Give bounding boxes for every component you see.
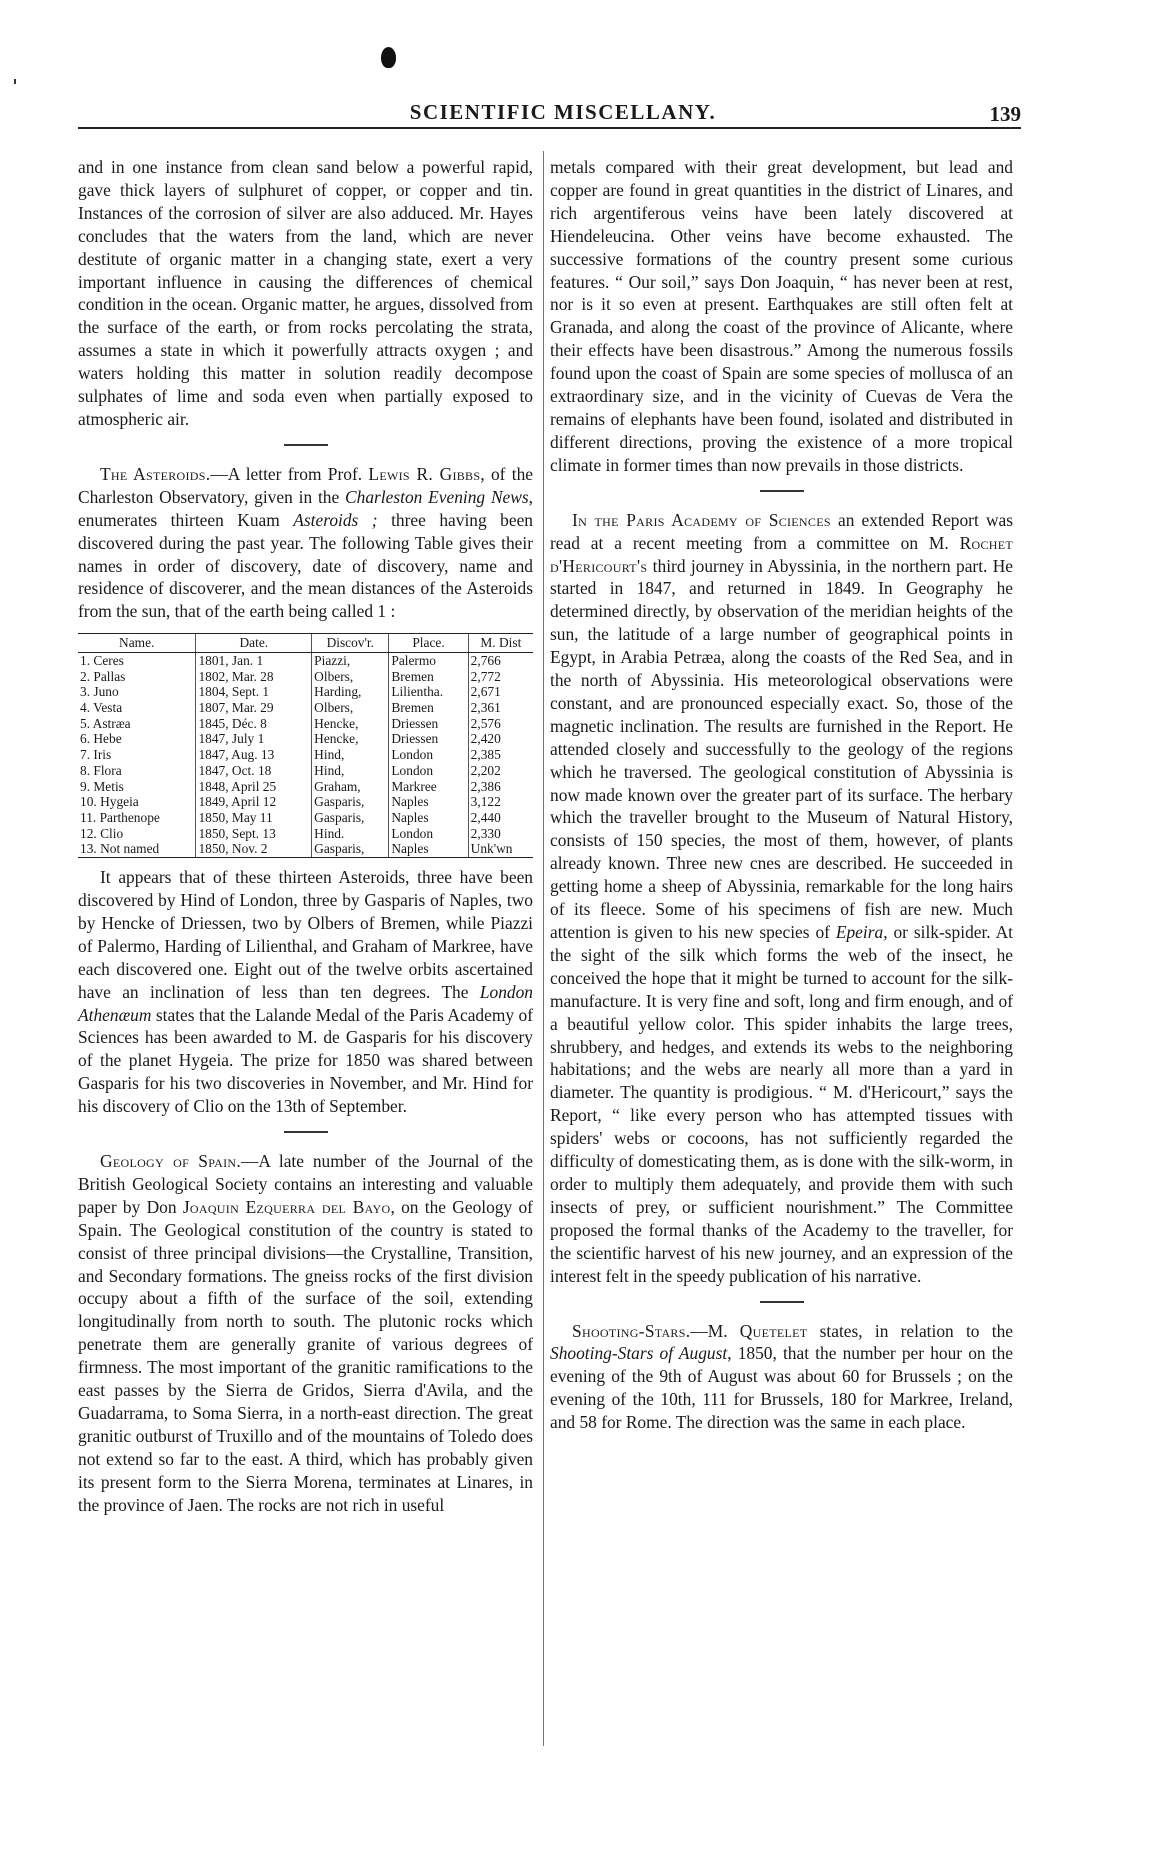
page-number: 139 [989,102,1021,126]
section-divider [284,444,328,446]
text-run: states, in relation to the [807,1320,1013,1341]
cell: Hencke, [312,731,389,747]
asteroids-summary-paragraph [78,866,533,1118]
running-header [78,98,1021,128]
cell: 2,576 [468,716,533,732]
col-header-date: Date. [196,634,312,653]
cell: Bremen [389,700,468,716]
table-row [78,700,533,716]
continued-paragraph: and in one instance from clean sand below a powerful rapid, gave thick layers of sulphuret of copper, or copper and tin. Instances of the corrosion of silver are also adduced. Mr. Hayes concludes that the waters from the land, which are never destitute of organic matter in a changing state, exert a very important influence in causing the differences of chemical condition in the ocean. Organic matter, he argues, dissolved from the surface of the earth, or from rocks percolating the strata, assumes a state in which it powerfully attracts oxygen ; and waters holding this matter in solution readily decompose sulphates of lime and soda even when partially exposed to atmospheric air. [78,157,533,429]
cell: 6. Hebe [80,731,122,747]
cell: 4. Vesta [80,700,123,716]
cell: Unk'wn [468,841,533,857]
cell: 1850, May 11 [196,810,312,826]
geology-heading: Geology of Spain. [100,1151,241,1172]
cell: 1847, Oct. 18 [196,763,312,779]
text-run: In the Paris [572,509,672,530]
cell: 1. Ceres [80,652,124,668]
cell: Lilientha. [389,684,468,700]
continued-paragraph: metals compared with their great development, but lead and copper are found in great quantities in the district of Linares, and rich argentiferous veins have been lately discovered at Hiendeleucina. Other veins have become exhausted. The successive formations of the country present some curious features. “ Our soil,” says Don Joaquin, “ has never been at rest, nor is it so even at present. Earthquakes are still often felt at Granada, and along the coast of the province of Alicante, where their effects have been disastrous.” Among the numerous fossils found upon the coast of Spain are some species of mollusca of an extraordinary size, and in the vicinity of Cuevas de Vera the remains of elephants have been found, isolated and distributed in different directions, proving the existence of a more tropical climate in former times than now prevails in those districts. [550,157,1013,475]
author-name: Lewis R. Gibbs [368,463,481,484]
col-header-distance: M. Dist [468,634,533,653]
cell: Olbers, [312,700,389,716]
cell: 12. Clio [80,825,124,841]
text-run: states that the Lalande Medal of the Paris Academy of Sciences has been awarded to M. de Gasparis for his discovery of the planet Hygeia. The prize for 1850 was shared between Gasparis for his two discoveries in November, and Mr. Hind for his discovery of Clio on the 13th of September. [78,1004,533,1117]
right-column [550,156,1013,1434]
cell: London [389,747,468,763]
cell: 2. Pallas [80,668,126,684]
ink-blot [381,47,396,68]
text-run: , on the Geology of Spain. The Geological constitution of the country is stated to consist of three principal divisions—the Crystalline, Transition, and Secondary formations. The gneiss rocks of the first division occupy about a fifth of the surface of the soil, extending longitudinally from north to south. The plutonic rocks which penetrate them are generally granite of various degrees of firmness. The most important of the granitic ramifications to the east passes by the Sierra de Gridos, Sierra d'Avila, and the Guadarrama, to Soma Sierra, in a north-east direction. The great granitic outburst of Truxillo and of the mountains of Toledo does not extend so far to the east. A third, which has probably given its present form to the Sierra Morena, terminates at Linares, in the province of Jaen. The rocks are not rich in useful [78,1196,533,1515]
cell: 13. Not named [78,841,196,857]
cell: 1801, Jan. 1 [196,652,312,668]
section-divider [284,1131,328,1133]
cell: Naples [389,810,468,826]
col-header-name: Name. [78,634,196,653]
text-run: an extended Report was read at a recent meeting from a committee on M. [550,509,1013,553]
cell: Gasparis, [312,841,389,857]
cell: 2,440 [468,810,533,826]
article-title: Shooting-Stars of August [550,1343,728,1364]
cell: Hind, [312,763,389,779]
text-run: third journey in Abyssinia, in the northern part. He started in 1847, and returned in 1849. In Geography he determined directly, by observation of the meridian heights of the sun, the latitude of a large number of geographical points in Egypt, in Arabia Petræa, along the coasts of the Red Sea, and in the north of Abyssinia. His meteorological observations were constant, and are pronounced especially exact. So, those of the magnetic inclination. The results are furnished in the Report. He attended closely and successfully to the geology of the regions which he traversed. The geological constitution of Abyssinia is now made known over the greater part of its surface. The herbary which the traveller brought to the Museum of Natural History, consists of 150 species, the most of them, however, of plants already known. Three new cnes are described. He succeeded in getting home a sheep of Abyssinia, remarkable for the long hairs of its fleece. Some of his specimens of fish are new. Much attention is given to his new species of [550,555,1013,942]
cell: Palermo [389,652,468,668]
geology-paragraph [78,1150,533,1517]
text-run: three having been discovered during the past year. The following Table gives their names in order of discovery, date of discovery, name and residence of discoverer, and the mean distances of the Asteroids from the sun, that of the earth being called 1 : [78,509,533,622]
species-name: Epeira [835,922,884,942]
table-row [78,731,533,747]
text-run: , of the Charleston Observatory, given in the [78,463,533,507]
traveller-name: Rochet d'Hericourt's [550,532,1013,576]
table-row [78,763,533,779]
running-title: SCIENTIFIC MISCELLANY. [409,100,717,124]
cell: 10. Hygeia [80,794,139,810]
cell: 1849, April 12 [196,794,312,810]
cell: 2,772 [468,669,533,685]
cell: 1847, July 1 [196,731,312,747]
cell: 1848, April 25 [196,779,312,795]
cell: 5. Astræa [80,715,131,731]
table-row [78,810,533,826]
cell: 2,766 [468,652,533,668]
cell: Piazzi, [312,652,389,668]
cell: Driessen [389,716,468,732]
cell: 9. Metis [80,778,124,794]
table-header-row [78,634,533,653]
cell: Gasparis, [312,794,389,810]
asteroids-heading: The Asteroids. [100,463,211,484]
newspaper-title: Charleston Evening News [345,486,529,507]
shooting-stars-paragraph [550,1320,1013,1435]
institution-name: Academy of Sciences [671,509,831,530]
text-run: , or silk-spider. At the sight of the silk which forms the web of the insect, he conceived the hope that it might be turned to account for the silk-manufacture. It is very fine and soft, long and firm enough, and of a beautiful yellow color. This spider inhabits the large trees, shrubbery, and hedges, and extends its webs to the neighboring habitations; and the webs are nearly all more than a yard in diameter. The quantity is prodigious. “ M. d'Hericourt,” says the Report, “ like every person who has attempted tissues with spiders' webs or cocoons, has not sufficiently regarded the difficulty of domesticating them, as is done with the silk-worm, in order to multiply them adequately, and provide them with such insects of prey, or sufficient nourishment.” The Committee proposed the formal thanks of the Academy to the traveller, for the scientific harvest of his new journey, and an expression of the interest felt in the speedy publication of his narrative. [550,922,1013,1286]
author-name: Joaquin Ezquerra del Bayo [182,1196,391,1217]
academy-paragraph [550,509,1013,1288]
cell: 1847, Aug. 13 [196,747,312,763]
cell: Hind. [312,826,389,842]
text-run: —A letter from Prof. [210,463,369,484]
cell: 2,385 [468,747,533,763]
text-run: , enumerates thirteen Kuam [78,486,533,530]
cell: Driessen [389,731,468,747]
cell: 8. Flora [80,762,122,778]
cell: 3,122 [468,794,533,810]
table-row [78,841,533,857]
table-row [78,826,533,842]
cell: Gasparis, [312,810,389,826]
asteroid-table-wrap [78,633,533,858]
table-row [78,716,533,732]
table-row [78,669,533,685]
cell: Olbers, [312,669,389,685]
table-row [78,794,533,810]
cell: Hencke, [312,716,389,732]
margin-mark [14,79,16,84]
text-run: It appears that of these thirteen Asteroids, three have been discovered by Hind of London, three by Gasparis of Naples, two by Hencke of Driessen, two by Olbers of Bremen, while Piazzi of Palermo, Harding of Lilienthal, and Graham of Markree, have each discovered one. Eight out of the twelve orbits ascertained have an inclination of less than ten degrees. The [78,867,533,1002]
cell: Markree [389,779,468,795]
cell: 11. Parthenope [80,809,160,825]
cell: 1850, Sept. 13 [196,826,312,842]
cell: 1802, Mar. 28 [196,669,312,685]
cell: 1850, Nov. 2 [196,841,312,857]
cell: Naples [389,794,468,810]
cell: 2,202 [468,763,533,779]
table-row [78,684,533,700]
table-row [78,779,533,795]
asteroid-table [78,633,533,858]
col-header-place: Place. [389,634,468,653]
asteroids-paragraph [78,463,533,623]
shooting-stars-heading: Shooting-Stars. [572,1320,691,1341]
cell: 3. Juno [80,684,119,700]
section-divider [760,1301,804,1303]
header-rule [78,127,1021,129]
journal-title: London Athenæum [78,981,533,1025]
cell: 2,361 [468,700,533,716]
left-column [78,156,533,1517]
cell: London [389,763,468,779]
author-name: Quetelet [739,1320,808,1341]
cell: Naples [389,841,468,857]
cell: 2,420 [468,731,533,747]
cell: London [389,826,468,842]
cell: Hind, [312,747,389,763]
text-run: —M. [690,1320,740,1341]
table-row [78,652,533,668]
cell: Harding, [312,684,389,700]
cell: 7. Iris [80,747,112,763]
table-row [78,747,533,763]
asteroids-term: Asteroids ; [293,509,378,530]
section-divider [760,490,804,492]
text-run: —A late number of the Journal of the British Geological Society contains an interesting and valuable paper by Don [78,1151,533,1217]
cell: 2,386 [468,779,533,795]
column-divider [543,151,544,1746]
col-header-discoverer: Discov'r. [312,634,389,653]
cell: 2,671 [468,684,533,700]
cell: Bremen [389,669,468,685]
cell: 1804, Sept. 1 [196,684,312,700]
cell: Graham, [312,779,389,795]
cell: 1807, Mar. 29 [196,700,312,716]
cell: 1845, Déc. 8 [196,716,312,732]
text-run: , 1850, that the number per hour on the evening of the 9th of August was about 60 for Brussels ; on the evening of the 10th, 111 for Brussels, 180 for Markree, Ireland, and 58 for Rome. The direction was the same in each place. [550,1343,1013,1433]
cell: 2,330 [468,826,533,842]
